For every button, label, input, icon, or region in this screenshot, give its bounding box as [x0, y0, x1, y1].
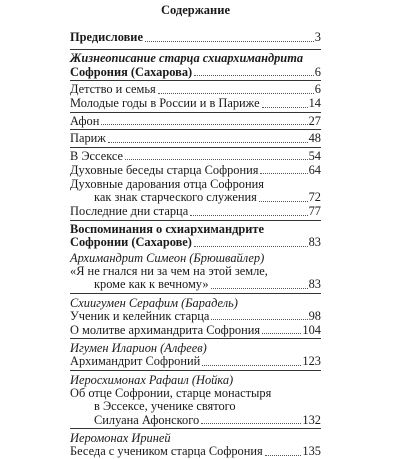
dot-leader — [202, 364, 301, 366]
dot-leader — [190, 214, 307, 216]
toc-heading: Содержание — [160, 3, 230, 17]
toc-entry-title: Духовные беседы старца Софрония — [70, 162, 259, 177]
toc-entry-title: Предисловие — [70, 30, 143, 44]
toc-section-title-line2: Софронии (Сахарове) — [70, 235, 192, 249]
toc-entry-spiritual-talks[interactable] — [70, 164, 321, 178]
toc-entry-title: Беседа с учеником старца Софрония — [70, 444, 263, 458]
dot-leader — [262, 332, 301, 334]
toc-page-number: 104 — [302, 322, 321, 337]
toc-entry-preface[interactable] — [70, 31, 321, 45]
toc-page-number: 83 — [308, 235, 321, 249]
toc-page-number: 3 — [314, 30, 321, 44]
toc-author: Схиигумен Серафим (Барадель) — [70, 293, 321, 310]
dot-leader — [211, 287, 308, 289]
toc-entry-last-days[interactable] — [70, 205, 321, 219]
dot-leader — [211, 318, 307, 320]
toc-page-number: 72 — [308, 190, 321, 204]
toc-entry-childhood[interactable] — [70, 80, 321, 97]
toc-page-number: 132 — [302, 412, 321, 427]
dot-leader — [158, 92, 314, 94]
toc-section-memories[interactable] — [70, 220, 321, 250]
toc-page-number: 54 — [308, 148, 321, 163]
toc-author: Иеромонах Ириней — [70, 428, 321, 445]
toc-author: Иеросхимонах Рафаил (Нойка) — [70, 370, 321, 387]
dot-leader — [260, 172, 307, 174]
toc-entry-title: Детство и семья — [70, 82, 156, 96]
toc-entry-spiritual-gifts[interactable] — [70, 178, 321, 205]
toc-entry-paris[interactable] — [70, 129, 321, 146]
toc-page-number: 6 — [314, 82, 321, 96]
toc-entry-disciple[interactable] — [70, 310, 321, 324]
toc-page-number: 48 — [308, 131, 321, 145]
toc-entry-prayer[interactable] — [70, 324, 321, 338]
toc-entry-archimandrite-sophrony[interactable] — [70, 355, 321, 369]
dot-leader — [259, 200, 308, 202]
dot-leader — [262, 106, 308, 108]
dot-leader — [108, 141, 308, 143]
toc-entry-title-line1: Об отце Софронии, старце монастыря — [70, 385, 272, 400]
toc-section-title-line2: Софрония (Сахарова) — [70, 64, 193, 79]
toc-entry-title-line2: как знак старческого служения — [94, 190, 257, 204]
toc-page-number: 64 — [308, 162, 321, 177]
dot-leader — [194, 245, 308, 247]
toc-entry-conversation[interactable] — [70, 445, 321, 459]
toc-entry-title: Ученик и келейник старца — [70, 308, 210, 323]
toc-entry-title: Молодые годы в России и в Париже — [70, 96, 260, 110]
toc-page-number: 123 — [302, 354, 321, 368]
toc-entry-title: Архимандрит Софроний — [70, 354, 201, 368]
toc-entry-title-line1: Духовные дарования отца Софрония — [70, 176, 264, 191]
toc-entry-title-line3: Силуана Афонского — [94, 412, 200, 427]
toc-entry-title: О молитве архимандрита Софрония — [70, 322, 261, 337]
toc-entry-essex[interactable] — [70, 147, 321, 164]
dot-leader — [125, 158, 308, 160]
toc-page-number: 135 — [302, 444, 321, 458]
dot-leader — [101, 123, 307, 125]
toc-page-number: 27 — [308, 113, 321, 128]
toc-entry-title: Последние дни старца — [70, 204, 189, 218]
toc-page-number: 83 — [308, 277, 321, 291]
toc-page-number: 6 — [314, 64, 321, 79]
toc-entry-not-chased[interactable] — [70, 265, 321, 292]
toc-entry-title: Париж — [70, 131, 106, 145]
toc-entry-title-line1: «Я не гнался ни за чем на этой земле, — [70, 263, 268, 278]
toc-list — [70, 31, 321, 459]
toc-entry-young-years[interactable] — [70, 97, 321, 111]
toc-entry-title-line2: в Эссексе, ученике святого — [94, 399, 236, 413]
toc-page-number: 98 — [308, 308, 321, 323]
dot-leader — [265, 454, 302, 456]
toc-entry-about-father-sophrony[interactable] — [70, 387, 321, 428]
toc-page — [0, 1, 400, 458]
toc-author: Архимандрит Симеон (Брюшвайлер) — [70, 250, 265, 265]
toc-author: Игумен Иларион (Алфеев) — [70, 338, 321, 355]
toc-entry-title-line2: кроме как к вечному» — [94, 277, 209, 291]
toc-entry-title: Афон — [70, 113, 100, 128]
toc-entry-title: В Эссексе — [70, 148, 124, 163]
toc-section-life[interactable] — [70, 49, 321, 79]
dot-leader — [194, 74, 314, 76]
toc-entry-athos[interactable] — [70, 112, 321, 129]
toc-section-title-line1: Воспоминания о схиархимандрите — [70, 221, 265, 236]
toc-page-number: 77 — [308, 204, 321, 218]
toc-page-number: 14 — [308, 96, 321, 110]
dot-leader — [145, 40, 314, 42]
dot-leader — [201, 422, 301, 424]
toc-section-title-line1: Жизнеописание старца схиархимандрита — [70, 51, 304, 65]
